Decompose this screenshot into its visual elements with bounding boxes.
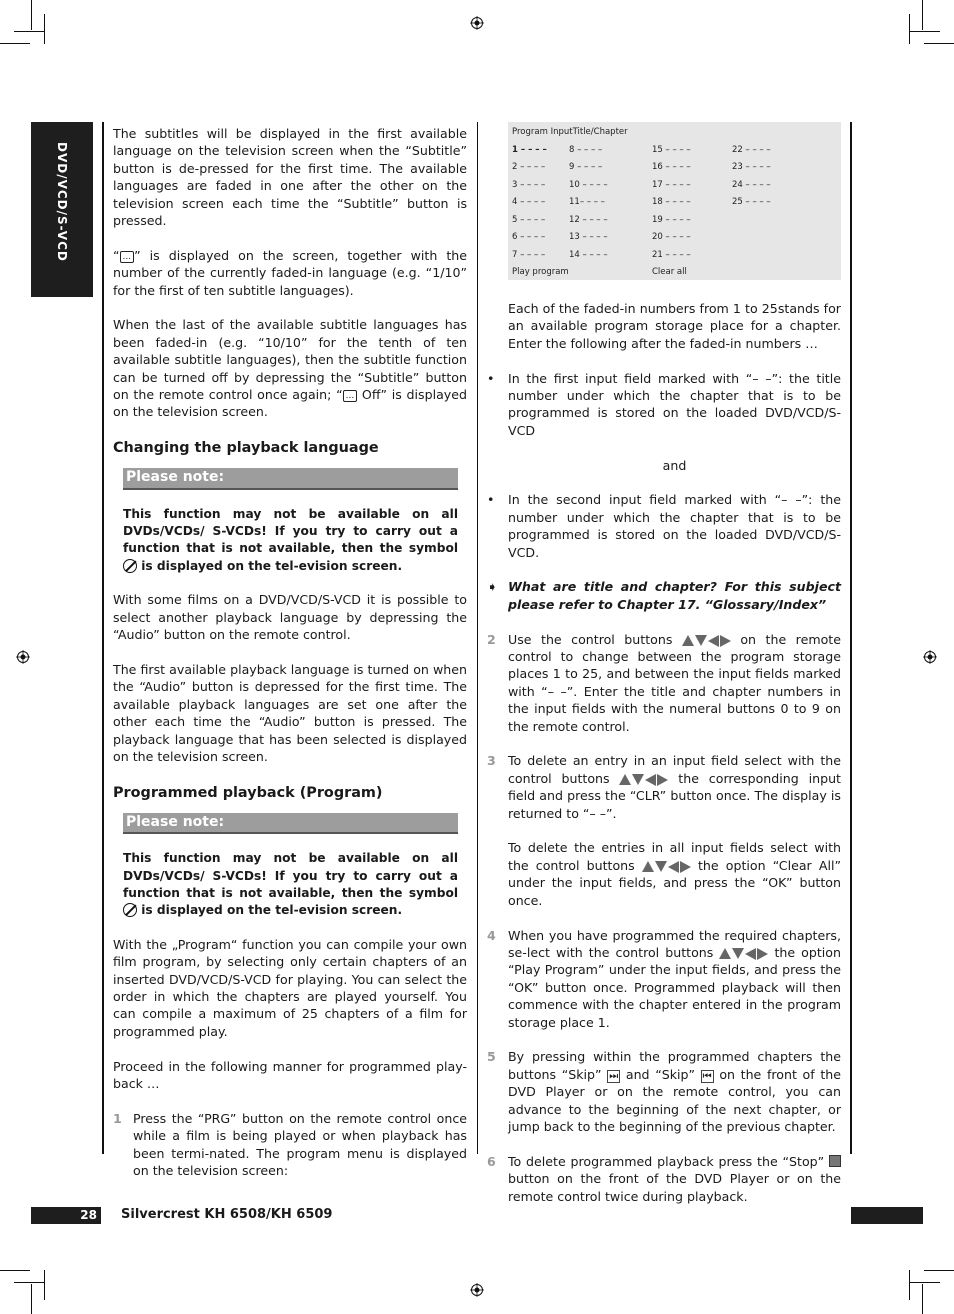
program-slot: 11– – – – <box>569 197 605 207</box>
note-text: This function may not be available on all DVDs/VCDs/ S-VCDs! If you try to carry out a function that is not available, then the symbol is displayed on the tel-evision screen. <box>123 851 458 918</box>
crop-mark <box>0 43 30 44</box>
program-slot: 14 – – – – <box>569 250 608 260</box>
bullet-icon: • <box>487 370 495 386</box>
step-number: 5 <box>487 1049 496 1065</box>
program-slot: 5 – – – – <box>512 215 546 225</box>
crop-mark <box>31 1284 32 1314</box>
crop-mark <box>31 0 32 30</box>
bullet-item: • In the first input field marked with “– –”: the title number under which the chapter that is to be programmed is stored on the loaded DVD/VCD/S-VCD <box>487 370 841 438</box>
paragraph: Proceed in the following manner for programmed play-back … <box>113 1058 467 1091</box>
clear-all-option: Clear all <box>652 267 687 277</box>
paragraph: When the last of the available subtitle languages has been faded-in (e.g. “10/10” for the tenth of ten available subtitle languages), then the subtitle function can be turned off by depressing the “Subtitle” button on the remote control once again; “ ... Off” is displayed on the television screen. <box>113 317 467 420</box>
program-slot: 21 – – – – <box>652 250 691 260</box>
column-rule <box>850 122 852 1154</box>
reference-note: ➧ What are title and chapter? For this subject please refer to Chapter 17. “Glossary/Index” <box>487 579 841 612</box>
program-slot: 23 – – – – <box>732 162 771 172</box>
crop-mark <box>924 43 954 44</box>
program-slot: 24 – – – – <box>732 180 771 190</box>
crop-mark <box>44 1270 45 1300</box>
step-number: 2 <box>487 631 496 647</box>
paragraph: With some films on a DVD/VCD/S-VCD it is possible to select another playback language by depressing the “Audio” button on the remote control. <box>113 592 467 643</box>
program-slot: 8 – – – – <box>569 145 603 155</box>
program-menu-header: Program InputTitle/Chapter <box>512 127 628 137</box>
note-heading: Please note: <box>123 468 458 489</box>
program-slot: 6 – – – – <box>512 232 546 242</box>
program-slot: 17 – – – – <box>652 180 691 190</box>
subtitle-symbol-icon: ... <box>120 251 135 263</box>
right-column <box>487 122 841 1222</box>
step-5: 5 By pressing within the programmed chapters the buttons “Skip” ⏭ and “Skip” ⏮ on the front of the DVD Player or on the remote control, you can advance to the beginning of the next chapter, or jump back to the beginning of the previous chapter. <box>487 1049 841 1134</box>
program-slot: 10 – – – – <box>569 180 608 190</box>
crop-mark <box>922 1284 923 1314</box>
stop-icon <box>829 1155 841 1167</box>
left-column <box>113 125 467 1179</box>
column-rule <box>102 122 104 1154</box>
arrow-buttons-icon <box>619 774 668 786</box>
crop-mark <box>44 14 45 44</box>
registration-mark-icon <box>470 16 484 30</box>
crop-mark <box>14 1282 44 1283</box>
crop-mark <box>909 14 910 44</box>
paragraph: and <box>662 457 687 473</box>
step-2: 2 Use the control buttons on the remote control to change between the program storage places 1 to 25, and between the input fields marked with “– –”. Enter the title and chapter numbers in the input fields with the numeral buttons 0 to 9 on the remote control. <box>487 631 841 734</box>
note-box <box>123 468 458 575</box>
paragraph: The first available playback language is turned on when the “Audio” button is depressed for the first time. The available playback languages are set one after the other each time the “Audio” button is pressed. The playback language that has been selected is displayed on the television screen. <box>113 661 467 764</box>
step-number: 3 <box>487 753 496 769</box>
step-1: 1 Press the “PRG” button on the remote control once while a film is being played or when playback has been termi-nated. The program menu is displayed on the television screen: <box>113 1110 467 1179</box>
program-slot: 16 – – – – <box>652 162 691 172</box>
note-heading: Please note: <box>123 813 458 834</box>
side-tab-label: DVD/VCD/S-VCD <box>55 142 69 262</box>
footer-bar <box>851 1207 923 1224</box>
page-number: 28 <box>31 1207 101 1224</box>
crop-mark <box>922 0 923 30</box>
paragraph: The subtitles will be displayed in the first available language on the television screen when the “Subtitle” button is de-pressed for the first time. The available languages are faded in one after the other on the television screen each time the “Subtitle” button is pressed. <box>113 126 467 229</box>
program-slot: 25 – – – – <box>732 197 771 207</box>
program-slot: 12 – – – – <box>569 215 608 225</box>
program-slot: 7 – – – – <box>512 250 546 260</box>
program-slot: 3 – – – – <box>512 180 546 190</box>
program-slot: 13 – – – – <box>569 232 608 242</box>
column-rule <box>477 122 478 1154</box>
program-slot: 4 – – – – <box>512 197 546 207</box>
subtitle-symbol-icon: ... <box>343 390 358 402</box>
skip-forward-icon: ⏭ <box>609 1070 619 1082</box>
section-heading: Programmed playback (Program) <box>113 784 383 801</box>
crop-mark <box>910 31 940 32</box>
program-slot: 18 – – – – <box>652 197 691 207</box>
step-6: 6 To delete programmed playback press the “Stop” button on the front of the DVD Player or on the remote control twice during playback. <box>487 1153 841 1204</box>
step-3: 3 To delete an entry in an input field select with the control buttons the corresponding input field and press the “CLR” button once. The display is returned to “– –”. <box>487 753 841 821</box>
program-slot: 22 – – – – <box>732 145 771 155</box>
arrow-buttons-icon <box>642 861 691 873</box>
section-heading: Changing the playback language <box>113 440 379 457</box>
program-slot: 9 – – – – <box>569 162 603 172</box>
crop-mark <box>14 31 44 32</box>
program-slot: 2 – – – – <box>512 162 546 172</box>
section-side-tab <box>31 122 93 297</box>
crop-mark <box>910 1282 940 1283</box>
footer-title: Silvercrest KH 6508/KH 6509 <box>121 1207 333 1222</box>
note-text: This function may not be available on all DVDs/VCDs/ S-VCDs! If you try to carry out a function that is not available, then the symbol is displayed on the tel-evision screen. <box>123 506 458 573</box>
not-available-icon <box>123 903 137 917</box>
crop-mark <box>924 1270 954 1271</box>
step-4: 4 When you have programmed the required chapters, se-lect with the control buttons the option “Play Program” under the input fields, and press the “OK” button once. Programmed playback will then commence with the chapter entered in the program storage place 1. <box>487 927 841 1030</box>
crop-mark <box>0 1270 30 1271</box>
step-number: 6 <box>487 1153 496 1169</box>
program-slot: 19 – – – – <box>652 215 691 225</box>
skip-back-icon: ⏮ <box>702 1070 712 1082</box>
play-program-option: Play program <box>512 267 569 277</box>
program-slot: 20 – – – – <box>652 232 691 242</box>
bullet-item: • In the second input field marked with “– –”: the number under which the chapter that is to be programmed is stored on the loaded DVD/VCD/S-VCD. <box>487 492 841 560</box>
paragraph: To delete the entries in all input fields select with the control buttons the option “Clear All” under the input fields, and press the “OK” button once. <box>508 840 841 908</box>
registration-mark-icon <box>470 1283 484 1297</box>
registration-mark-icon <box>923 650 937 664</box>
arrow-pointer-icon: ➧ <box>487 579 498 595</box>
not-available-icon <box>123 559 137 573</box>
paragraph: “ ... ” is displayed on the screen, together with the number of the currently faded-in language (e.g. “1/10” for the first of ten subtitle languages). <box>113 247 467 298</box>
arrow-buttons-icon <box>682 635 731 647</box>
note-box <box>123 813 458 920</box>
program-slot: 1 – – – – <box>512 145 547 155</box>
arrow-buttons-icon <box>719 948 768 960</box>
bullet-icon: • <box>487 492 495 508</box>
crop-mark <box>909 1270 910 1300</box>
step-number: 1 <box>113 1110 122 1126</box>
paragraph: Each of the faded-in numbers from 1 to 25stands for an available program storage place for a chapter. Enter the following after the faded-in numbers … <box>508 301 841 351</box>
paragraph: With the „Program“ function you can compile your own film program, by selecting only certain chapters of an inserted DVD/VCD/S-VCD for playing. You can select the order in which the chapters are played yourself. You can compile a maximum of 25 chapters of a film for programmed play. <box>113 936 467 1039</box>
registration-mark-icon <box>16 650 30 664</box>
program-slot: 15 – – – – <box>652 145 691 155</box>
program-menu-table <box>508 122 841 280</box>
step-number: 4 <box>487 927 496 943</box>
